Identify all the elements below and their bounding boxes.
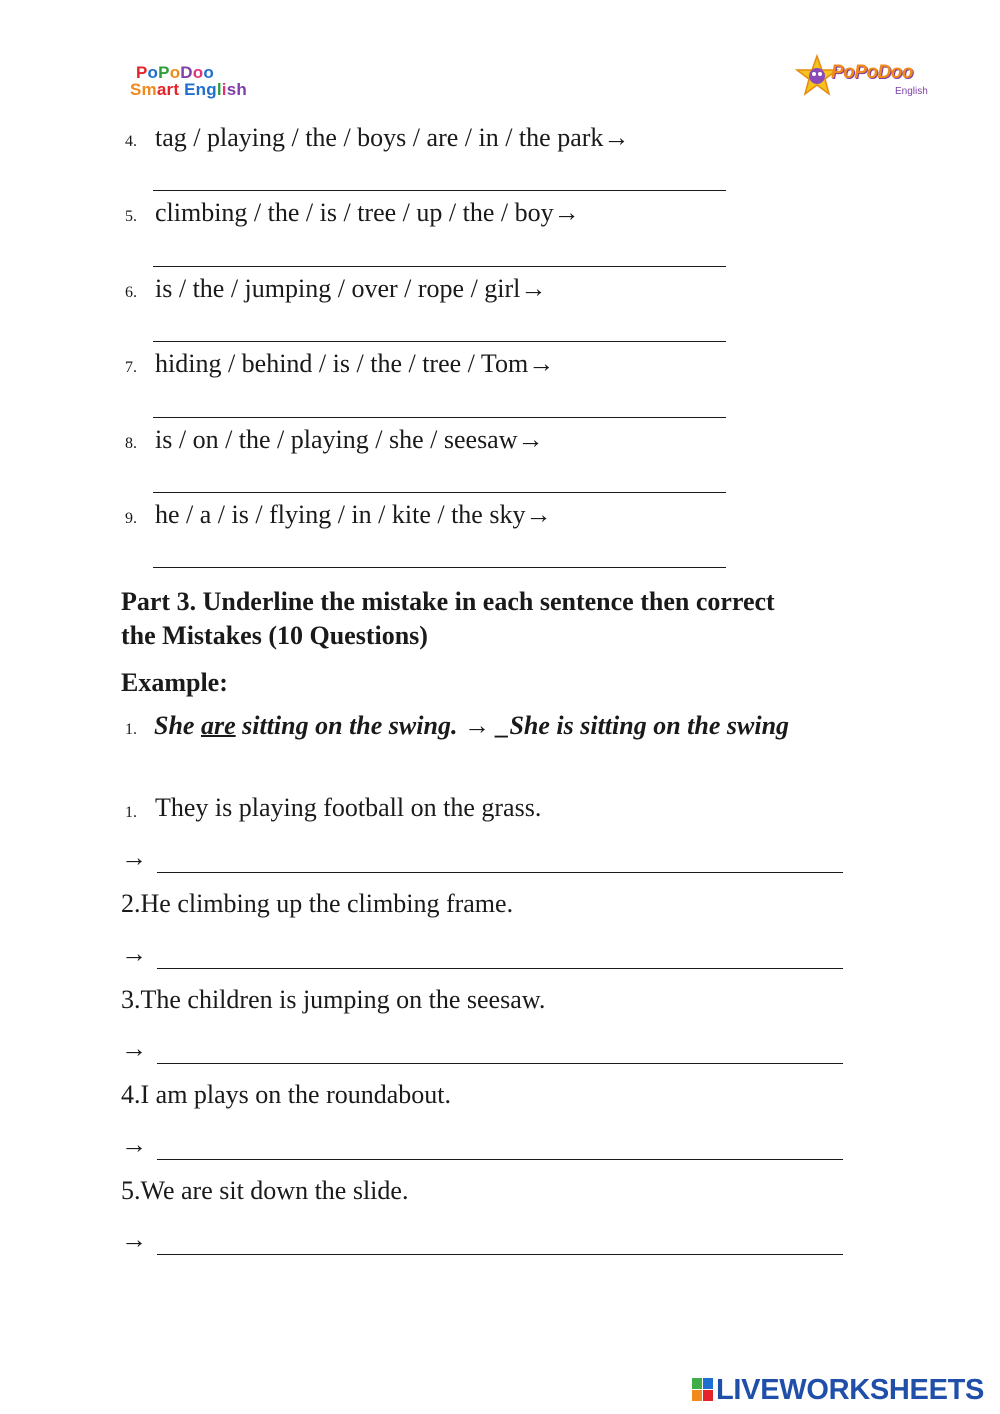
answer-line[interactable]	[153, 492, 726, 493]
arrow-icon: →	[121, 843, 147, 872]
answer-line[interactable]	[153, 341, 726, 342]
answer-row	[121, 1132, 843, 1166]
part3-title-line-2: the Mistakes (10 Questions)	[121, 621, 428, 650]
question-sentence: They is playing football on the grass.	[155, 793, 542, 822]
scramble-prompt: is / on / the / playing / she / seesaw→	[155, 425, 544, 454]
item-number: 6.	[125, 284, 137, 301]
answer-row	[121, 1036, 843, 1070]
example-sentence	[125, 711, 789, 741]
example-before: She	[154, 711, 201, 740]
arrow-icon: →	[121, 1034, 147, 1063]
arrow-icon: →	[121, 1130, 147, 1159]
scramble-prompt: hiding / behind / is / the / tree / Tom→	[155, 349, 555, 378]
answer-row	[121, 941, 843, 975]
answer-row	[121, 845, 843, 879]
item-number: 9.	[125, 510, 137, 527]
answer-line[interactable]	[157, 1159, 843, 1160]
item-number: 5.	[125, 208, 137, 225]
example-number: 1.	[125, 721, 137, 738]
question-number: 1.	[125, 804, 137, 821]
scramble-prompt: is / the / jumping / over / rope / girl→	[155, 274, 547, 303]
answer-line[interactable]	[153, 266, 726, 267]
answer-line[interactable]	[157, 1254, 843, 1255]
answer-line[interactable]	[157, 872, 843, 873]
logo-line-1: PoPoDoo	[136, 63, 214, 82]
part3-title	[121, 585, 775, 653]
example-label: Example:	[121, 668, 228, 697]
answer-line[interactable]	[153, 417, 726, 418]
answer-line[interactable]	[153, 190, 726, 191]
right-logo-name: PoPoDoo	[831, 62, 913, 83]
answer-line[interactable]	[157, 1063, 843, 1064]
answer-row	[121, 1227, 843, 1261]
question-sentence: 5.We are sit down the slide.	[121, 1176, 409, 1205]
answer-line[interactable]	[153, 567, 726, 568]
popodoo-smart-english-logo	[130, 64, 260, 104]
popodoo-english-logo	[795, 52, 935, 102]
question-sentence: 4.I am plays on the roundabout.	[121, 1080, 451, 1109]
item-number: 8.	[125, 435, 137, 452]
arrow-icon: →	[121, 939, 147, 968]
part3-title-line-1: Part 3. Underline the mistake in each sentence then correct	[121, 587, 775, 616]
question-sentence: 3.The children is jumping on the seesaw.	[121, 985, 546, 1014]
answer-line[interactable]	[157, 968, 843, 969]
item-number: 7.	[125, 359, 137, 376]
arrow-icon: →	[121, 1225, 147, 1254]
scramble-prompt: tag / playing / the / boys / are / in / the park→	[155, 123, 630, 152]
question-sentence: 2.He climbing up the climbing frame.	[121, 889, 514, 918]
brand-text: LIVEWORKSHEETS	[716, 1374, 985, 1406]
example-mistake: are	[200, 711, 236, 740]
item-number: 4.	[125, 133, 137, 150]
right-logo-sub: English	[895, 86, 928, 97]
scramble-prompt: climbing / the / is / tree / up / the / boy→	[155, 198, 580, 227]
scramble-prompt: he / a / is / flying / in / kite / the sky→	[155, 500, 552, 529]
liveworksheets-logo-icon	[692, 1378, 714, 1402]
logo-line-2: Smart English	[130, 80, 247, 99]
example-after: sitting on the swing. → _She is sitting on the swing	[235, 711, 790, 740]
